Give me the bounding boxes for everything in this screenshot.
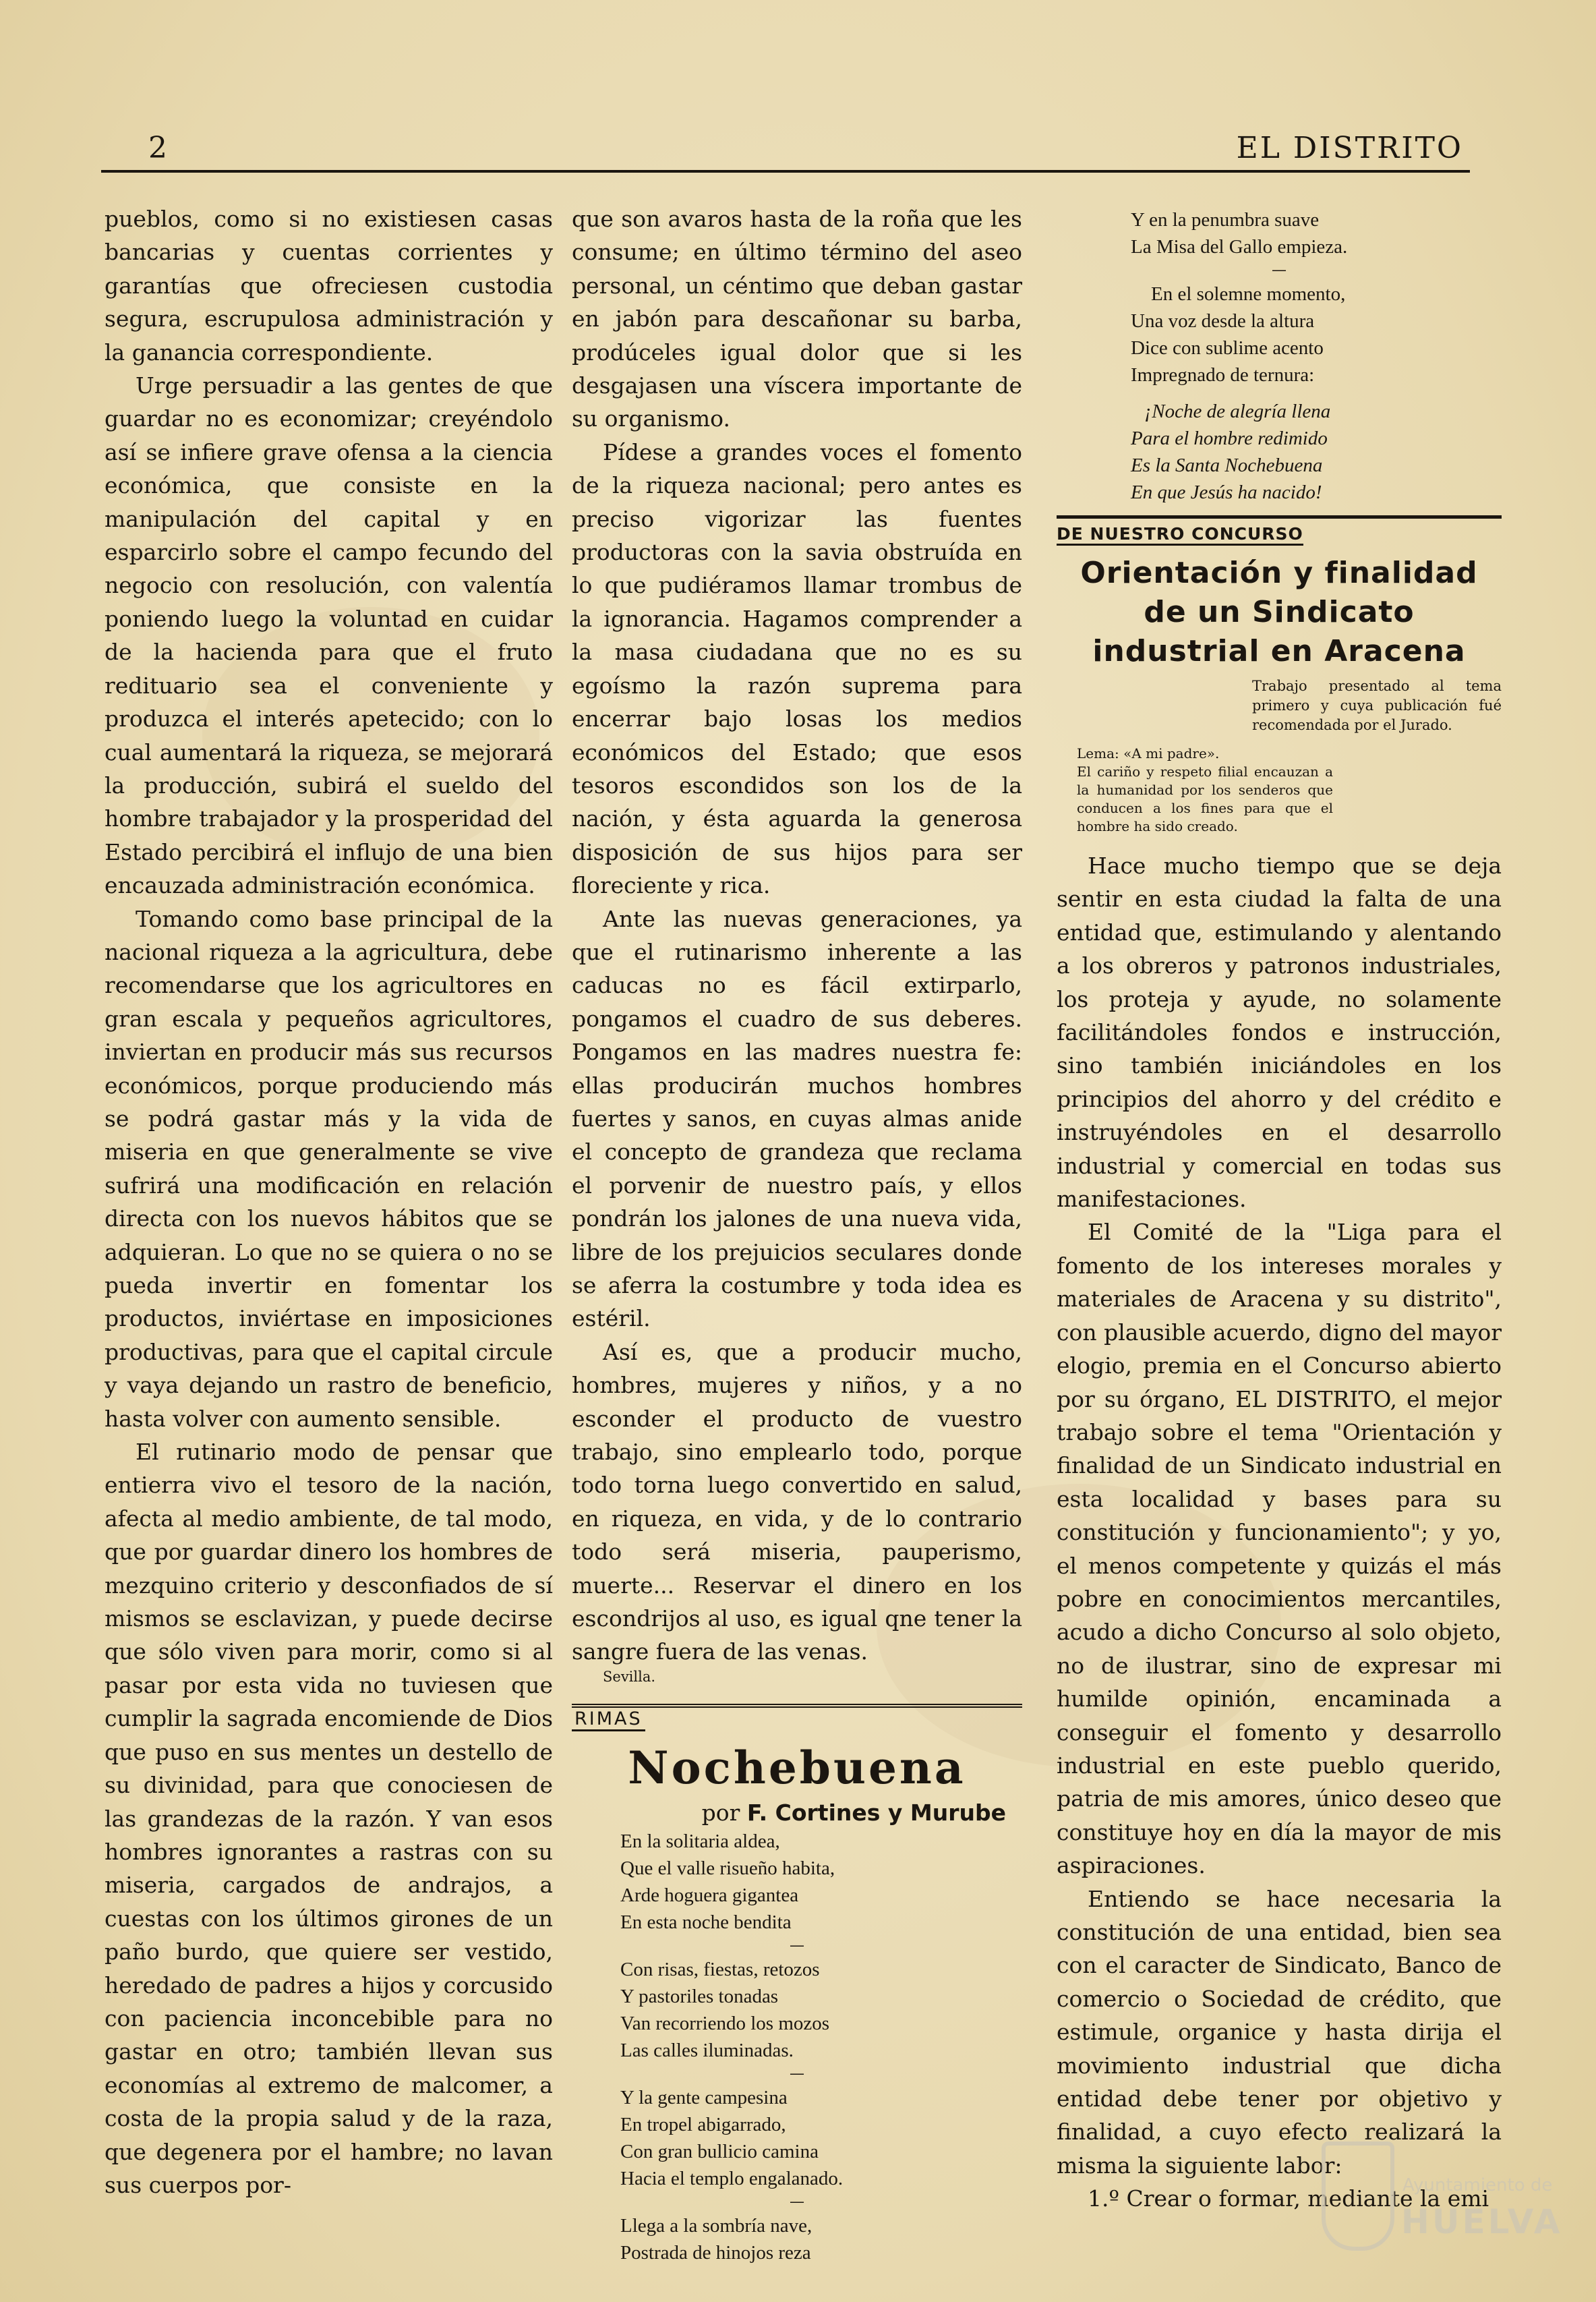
poem-line: En la solitaria aldea, [620,1830,780,1852]
poem-line: ¡Noche de alegría llena [1144,401,1331,422]
poem-stanza [620,1956,1022,2064]
huelva-watermark [1322,2135,1564,2283]
article-note: Trabajo presentado al tema primero y cuya publicación fué recomendada por el Jurado. [1252,678,1502,733]
author-prefix: por [701,1799,740,1826]
column-2 [572,202,1022,2266]
paragraph: Hace mucho tiempo que se deja sentir en esta ciudad la falta de una entidad que, estimulando y alentando a los obreros y patronos industriales, los proteja y ayude, no solamente facilitándoles fondos e instrucción, sino también iniciándoles en los principios del ahorro y del crédito e instruyéndoles en el desarrollo industrial y comercial en todas sus manifestaciones. [1057,853,1502,1213]
poem-line: En esta noche bendita [620,1911,792,1933]
poem-line: En el solemne momento, [1151,283,1346,305]
author-name: F. Cortines y Murube [746,1799,1006,1826]
poem-line: Y la gente campesina [620,2086,788,2108]
stanza-separator: — [790,1936,804,1954]
paragraph: Pídese a grandes voces el fomento de la riqueza nacional; pero antes es preciso vigorizar las fuentes productoras con la savia obstruída en lo que pudiéramos llamar trombus de la ignorancia. Hagamos comprender a la masa ciudadana que no es su egoísmo la razón suprema para encerrar bajo losas los medios económicos del Estado; que esos tesoros escondidos son los de la nación, y ésta aguarda la generosa disposición de sus hijos para ser floreciente y rica. [572,438,1022,899]
paragraph: 1.º Crear o formar, mediante la emi [1088,2185,1489,2212]
paragraph: Entiendo se hace necesaria la constitución de una entidad, bien sea con el caracter de Sindicato, Banco de comercio o Sociedad de crédito, que estimule, organice y hasta dirija el movimiento industrial que dicha entidad debe tener por objetivo y finalidad, a cuyo efecto realizará la misma la siguiente labor: [1057,1885,1502,2179]
contest-label-text: DE NUESTRO CONCURSO [1057,524,1303,546]
spacer [1057,389,1502,398]
poem-line: Y en la penumbra suave [1131,209,1320,231]
stanza-separator: — [790,2065,804,2082]
paragraph: El rutinario modo de pensar que entierra vivo el tesoro de la nación, afecta al medio ambiente, de tal modo, que por guardar dinero los hombres de mezquino criterio y desconfiados de sí mismos se esclavizan, y puede decirse que sólo viven para morir, como si al pasar por esta vida no tuviesen que cumplir la sagrada encomiende de Dios que puso en sus mentes un destello de su divinidad, para que conociesen de las grandezas de la razón. Y van esos hombres ignorantes a rastras con su miseria, cargados de andrajos, a cuestas con los últimos girones de un paño burdo, que quiere ser vestido, heredado de padres a hijos y corcusido con paciencia inconcebible para no gastar en otro; también llevan sus economías al extremo de malcomer, a costa de la propia salud y de la raza, que degenera por el hambre; no lavan sus cuerpos por- [105,1439,553,2198]
poem-stanza [620,2212,1022,2266]
poem-stanza-continued [1131,206,1502,260]
page-number: 2 [148,131,167,165]
column-1 [105,202,553,2202]
poem-title: Nochebuena [628,1741,966,1794]
poem-author [572,1798,1006,1828]
rimas-section-label [572,1704,1022,1732]
lema-label: Lema: «A mi padre». [1077,745,1220,761]
poem-line: Postrada de hinojos reza [620,2241,811,2264]
poem-line: En que Jesús ha nacido! [1131,482,1322,503]
poem-stanza [1131,281,1502,389]
poem-line: Llega a la sombría nave, [620,2214,812,2237]
paragraph: Urge persuadir a las gentes de que guardar no es economizar; creyéndolo así se infiere grave ofensa a la ciencia económica, que consiste en la manipulación del capital y en esparcirlo sobre el campo fecundo del negocio con resolución, con valentía poniendo luego la voluntad en cuidar de la hacienda para que el fruto redituario sea el conveniente y produzca el interés apetecido; con lo cual aumentará la riqueza, se mejorará la producción, subirá el sueldo del hombre trabajador y la prosperidad del Estado percibirá el influjo de una bien encauzada administración económica. [105,372,553,899]
column-3 [1057,206,1502,2216]
coat-of-arms-icon [1322,2141,1394,2251]
stanza-separator: — [790,2193,804,2210]
article-title: Orientación y finalidad de un Sindicato industrial en Aracena [1080,556,1478,668]
paragraph: pueblos, como si no existiesen casas bancarias y cuentas corrientes y garantías que ofreciesen custodia segura, escrupulosa administración y la ganancia correspondiente. [105,206,553,366]
spacer [1057,836,1502,849]
section-divider [1057,515,1502,519]
poem-line: En tropel abigarrado, [620,2113,786,2135]
poem-line: Una voz desde la altura [1131,310,1315,332]
poem-line: Que el valle risueño habita, [620,1857,835,1879]
lema-text: El cariño y respeto filial encauzan a la humanidad por los senderos que conducen a los fines para que el hombre ha sido creado. [1077,764,1333,834]
stanza-separator: — [1272,262,1287,279]
watermark-line2: HUELVA [1401,2202,1563,2241]
poem-line: Con risas, fiestas, retozos [620,1958,820,1980]
poem-line: Es la Santa Nochebuena [1131,455,1323,476]
masthead: EL DISTRITO [1236,131,1463,165]
poem-line: Dice con sublime acento [1131,337,1324,359]
poem-line: Para el hombre redimido [1131,428,1328,449]
signature: Sevilla. [603,1668,656,1685]
poem-line: Y pastoriles tonadas [620,1985,779,2007]
poem-stanza [620,1828,1022,1936]
poem-line: Impregnado de ternura: [1131,364,1315,386]
paragraph: El Comité de la "Liga para el fomento de los intereses morales y materiales de Aracena y su distrito", con plausible acuerdo, digno del mayor elogio, premia en el Concurso abierto por su órgano, EL DISTRITO, el mejor trabajo sobre el tema "Orientación y finalidad de un Sindicato industrial en esta localidad y bases para su constitución y funcionamiento"; y yo, el menos competente y quizás el más pobre en conocimientos mercantiles, acudo a dicho Concurso al solo objeto, no de ilustrar, sino de expresar mi humilde opinión, encaminada a conseguir el fomento y desarrollo industrial en este pueblo querido, patria de mis amores, único deseo que constituye hoy en día la mayor de mis aspiraciones. [1057,1219,1502,1879]
paragraph: Así es, que a producir mucho, hombres, mujeres y niños, y a no esconder el producto de vuestro trabajo, sino emplearlo todo, porque todo torna luego convertido en salud, en riqueza, en vida, y de lo contrario todo será miseria, pauperismo, muerte... Reservar el dinero en los escondrijos al uso, es igual qne tener la sangre fuera de las venas. [572,1338,1022,1665]
contest-label [1057,523,1502,546]
poem-stanza-final [1131,398,1502,506]
watermark-line1: Ayuntamiento de [1402,2175,1553,2195]
paragraph: que son avaros hasta de la roña que les consume; en último término del aseo personal, un céntimo que deban gastar en jabón para descañonar su barba, prodúceles igual dolor que si les desgajasen una víscera importante de su organismo. [572,206,1022,432]
poem-line: Con gran bullicio camina [620,2140,819,2162]
poem-line: La Misa del Gallo empieza. [1131,236,1348,258]
poem-stanza [620,2084,1022,2192]
page-header [101,128,1470,173]
rimas-label-text: RIMAS [572,1708,645,1731]
poem-line: Van recorriendo los mozos [620,2012,830,2034]
article-lema [1077,745,1333,836]
paragraph: Ante las nuevas generaciones, ya que el rutinarismo inherente a las caducas no es fácil extirparlo, pongamos el cuadro de sus deberes. Pongamos en las madres nuestra fe: ellas producirán muchos hombres fuertes y sanos, en cuyas almas anide el concepto de grandeza que reclama el porvenir de nuestro país, y ellos pondrán los jalones de una nueva vida, libre de los prejuicios seculares donde se aferra la costumbre y toda idea es estéril. [572,905,1022,1332]
poem-line: Las calles iluminadas. [620,2039,794,2061]
poem-line: Hacia el templo engalanado. [620,2167,844,2189]
poem-line: Arde hoguera gigantea [620,1884,799,1906]
paragraph: Tomando como base principal de la nacional riqueza a la agricultura, debe recomendarse que los agricultores en gran escala y pequeños agricultores, inviertan en producir más sus recursos económicos, porque produciendo más se podrá gastar más y la vida de miseria en que generalmente se vive sufrirá una modificación en relación directa con los nuevos hábitos que se adquieran. Lo que no se quiera o no se pueda invertir en fomentar los productos, inviértase en imposiciones productivas, para que el capital circule y vaya dejando un rastro de beneficio, hasta volver con aumento sensible. [105,905,553,1432]
